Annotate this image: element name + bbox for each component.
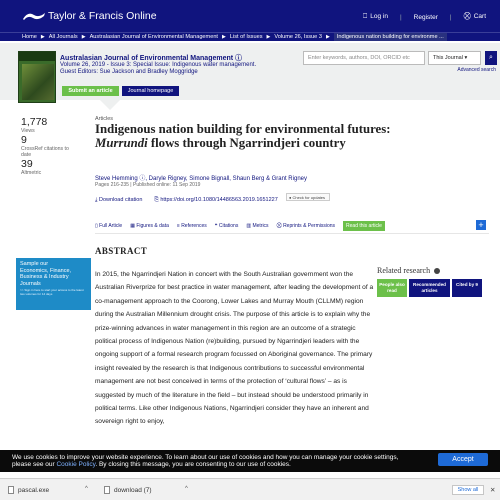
related-research-heading: Related research bbox=[377, 266, 440, 275]
chevron-down-icon: ▾ bbox=[464, 55, 468, 61]
list-icon: ≡ bbox=[176, 223, 180, 229]
breadcrumb-issues[interactable]: List of Issues bbox=[229, 34, 263, 40]
header-pointer bbox=[100, 100, 120, 110]
cookie-text-2: please see our Cookie Policy. By closing this message, you are consenting to our use of cookies. bbox=[12, 461, 291, 468]
register-link[interactable]: Register bbox=[413, 13, 438, 21]
chevron-right-icon: ▶ bbox=[325, 34, 330, 40]
chevron-up-icon[interactable]: ^ bbox=[185, 486, 188, 492]
submit-article-button[interactable]: Submit an article bbox=[62, 86, 119, 96]
tab-people-also-read[interactable]: People also read bbox=[377, 279, 407, 297]
cover-art bbox=[22, 64, 54, 100]
altmetric-count[interactable]: 39 bbox=[21, 158, 33, 170]
crossmark-icon: ● bbox=[289, 195, 292, 200]
tab-figures[interactable]: ▦ Figures & data bbox=[130, 223, 169, 229]
promo-subtext: >> Sign in here to start your access to the latest two volumes for 14 days bbox=[20, 288, 84, 296]
promo-line2: Economics, Finance, Business & Industry Journals bbox=[20, 267, 72, 287]
download-item-download7[interactable]: download (7) bbox=[104, 486, 152, 494]
quote-icon: ❝ bbox=[214, 223, 218, 229]
tab-reprints[interactable]: ⛒ Reprints & Permissions bbox=[276, 223, 336, 229]
article-pages: Pages 216-235 | Published online: 11 Sep 2019 bbox=[95, 182, 201, 188]
login-link[interactable]: ⎕ Log in bbox=[363, 13, 388, 20]
chart-icon: ▥ bbox=[246, 223, 252, 229]
read-article-button[interactable]: Read this article bbox=[343, 221, 385, 231]
breadcrumb-home[interactable]: Home bbox=[22, 34, 37, 40]
chevron-right-icon: ▶ bbox=[40, 34, 45, 40]
promo-line1: Sample our bbox=[20, 261, 49, 267]
cart-icon: ⛒ bbox=[463, 13, 471, 20]
tab-cited-by[interactable]: Cited by 9 bbox=[452, 279, 482, 297]
show-all-button[interactable]: Show all bbox=[452, 485, 484, 495]
search-scope-select[interactable]: This Journal ▾ bbox=[428, 51, 481, 65]
search-icon: ⌕ bbox=[489, 54, 493, 61]
journal-title[interactable]: Australasian Journal of Environmental Management ⓘ bbox=[60, 55, 243, 62]
file-icon bbox=[104, 486, 110, 494]
citations-count[interactable]: 9 bbox=[21, 134, 27, 146]
views-count: 1,778 bbox=[21, 116, 48, 128]
breadcrumb bbox=[0, 32, 500, 41]
logo-text: Taylor & Francis Online bbox=[48, 10, 157, 22]
chevron-up-icon[interactable]: ^ bbox=[85, 486, 88, 492]
tab-recommended[interactable]: Recommended articles bbox=[409, 279, 450, 297]
altmetric-label: Altmetric bbox=[21, 170, 42, 176]
article-type: Articles bbox=[95, 116, 114, 122]
search-button[interactable] bbox=[485, 51, 497, 65]
cart-link[interactable]: ⛒ Cart bbox=[463, 13, 486, 20]
login-icon: ⎕ bbox=[363, 13, 368, 20]
download-icon: ⤓ bbox=[95, 197, 98, 203]
abstract-heading: ABSTRACT bbox=[95, 246, 148, 256]
cookie-policy-link[interactable]: Cookie Policy bbox=[56, 461, 96, 468]
citations-label: CrossRef citations to date bbox=[21, 146, 69, 158]
related-tabs bbox=[377, 279, 482, 297]
article-title: Indigenous nation building for environmental futures: Murrundi flows through Ngarrindjeri country bbox=[95, 122, 391, 150]
info-icon[interactable] bbox=[434, 268, 440, 274]
top-header bbox=[0, 0, 500, 32]
cart-icon: ⛒ bbox=[276, 223, 282, 229]
expand-plus-icon[interactable]: + bbox=[476, 220, 486, 230]
divider bbox=[95, 233, 489, 234]
breadcrumb-journal[interactable]: Australasian Journal of Environmental Management bbox=[89, 34, 218, 40]
search-input[interactable]: Enter keywords, authors, DOI, ORCID etc bbox=[303, 51, 425, 65]
divider: | bbox=[449, 13, 452, 21]
issue-info[interactable]: Volume 26, 2019 - Issue 3: Special Issue: Indigenous water management. bbox=[60, 62, 257, 68]
chevron-right-icon: ▶ bbox=[81, 34, 86, 40]
accept-cookies-button[interactable]: Accept bbox=[438, 453, 488, 466]
image-icon: ▦ bbox=[130, 223, 135, 229]
breadcrumb-volume[interactable]: Volume 26, Issue 3 bbox=[274, 34, 322, 40]
views-label: Views bbox=[21, 128, 35, 134]
cover-top bbox=[19, 52, 55, 61]
citation-row bbox=[95, 197, 278, 204]
cookie-banner bbox=[0, 450, 500, 472]
promo-banner[interactable] bbox=[16, 258, 91, 310]
download-citation-link[interactable]: ⤓ Download citation bbox=[95, 197, 143, 203]
crossmark-button[interactable]: ● Check for updates bbox=[286, 193, 330, 201]
guest-editors: Guest Editors: Sue Jackson and Bradley Moggridge bbox=[60, 69, 198, 75]
journal-homepage-button[interactable]: Journal homepage bbox=[122, 86, 179, 96]
tab-metrics[interactable]: ▥ Metrics bbox=[246, 223, 269, 229]
doi-link[interactable]: ⎘ https://doi.org/10.1080/14486563.2019.1651227 bbox=[154, 197, 278, 203]
tab-citations[interactable]: ❝ Citations bbox=[214, 223, 239, 229]
site-logo[interactable] bbox=[22, 10, 157, 22]
download-item-pascal[interactable]: pascal.exe bbox=[8, 486, 49, 494]
cookie-text-1: We use cookies to improve your website experience. To learn about our use of cookies and how you can manage your cookie settings, bbox=[12, 454, 399, 461]
advanced-search-link[interactable]: Advanced search bbox=[457, 67, 496, 73]
article-authors[interactable]: Steve Hemming ⓘ, Daryle Rigney, Simone Bignall, Shaun Berg & Grant Rigney bbox=[95, 176, 307, 182]
article-tabs bbox=[95, 221, 385, 231]
breadcrumb-all-journals[interactable]: All Journals bbox=[48, 34, 78, 40]
link-icon: ⎘ bbox=[154, 197, 159, 203]
downloads-bar bbox=[0, 478, 500, 500]
abstract-text: In 2015, the Ngarrindjeri Nation in concert with the South Australian government won the Australian Riverprize for best practice in water management, after leading the development of a co-management approach to the Coorong, Lower Lakes and Murray Mouth (CLLMM) region during the Australian Millennium drought crisis. The purpose of this article is to explain why the prize-winning advances in water management in this region are an outcome of a strategic political process of Indigenous Nation (re)building, pursued by Ngarrindjeri leaders with the ongoing support of a formal research program focussed on Aboriginal governance. The primary insight revealed by the research is that Indigenous contributions to successful environmental management are not best conceived in terms of the protection of ‘cultural flows’ – as is suggested by much of the literature in the field – but instead should be understood primarily in political terms. Like other Indigenous Nations, Ngarrindjeri consider they have an inherent and sovereign right to enjoy, bbox=[95, 271, 374, 426]
journal-meta bbox=[60, 62, 256, 76]
close-icon[interactable]: ✕ bbox=[490, 487, 496, 494]
breadcrumb-current: Indigenous nation building for environme ... bbox=[334, 33, 447, 41]
tf-logo-icon bbox=[22, 10, 46, 22]
document-icon: ▯ bbox=[95, 223, 98, 229]
journal-cover-image[interactable] bbox=[18, 51, 56, 103]
tab-references[interactable]: ≡ References bbox=[176, 223, 207, 229]
chevron-right-icon: ▶ bbox=[221, 34, 226, 40]
chevron-right-icon: ▶ bbox=[266, 34, 271, 40]
divider: | bbox=[399, 13, 402, 21]
tab-full-article[interactable]: ▯ Full Article bbox=[95, 223, 123, 229]
file-icon bbox=[8, 486, 14, 494]
